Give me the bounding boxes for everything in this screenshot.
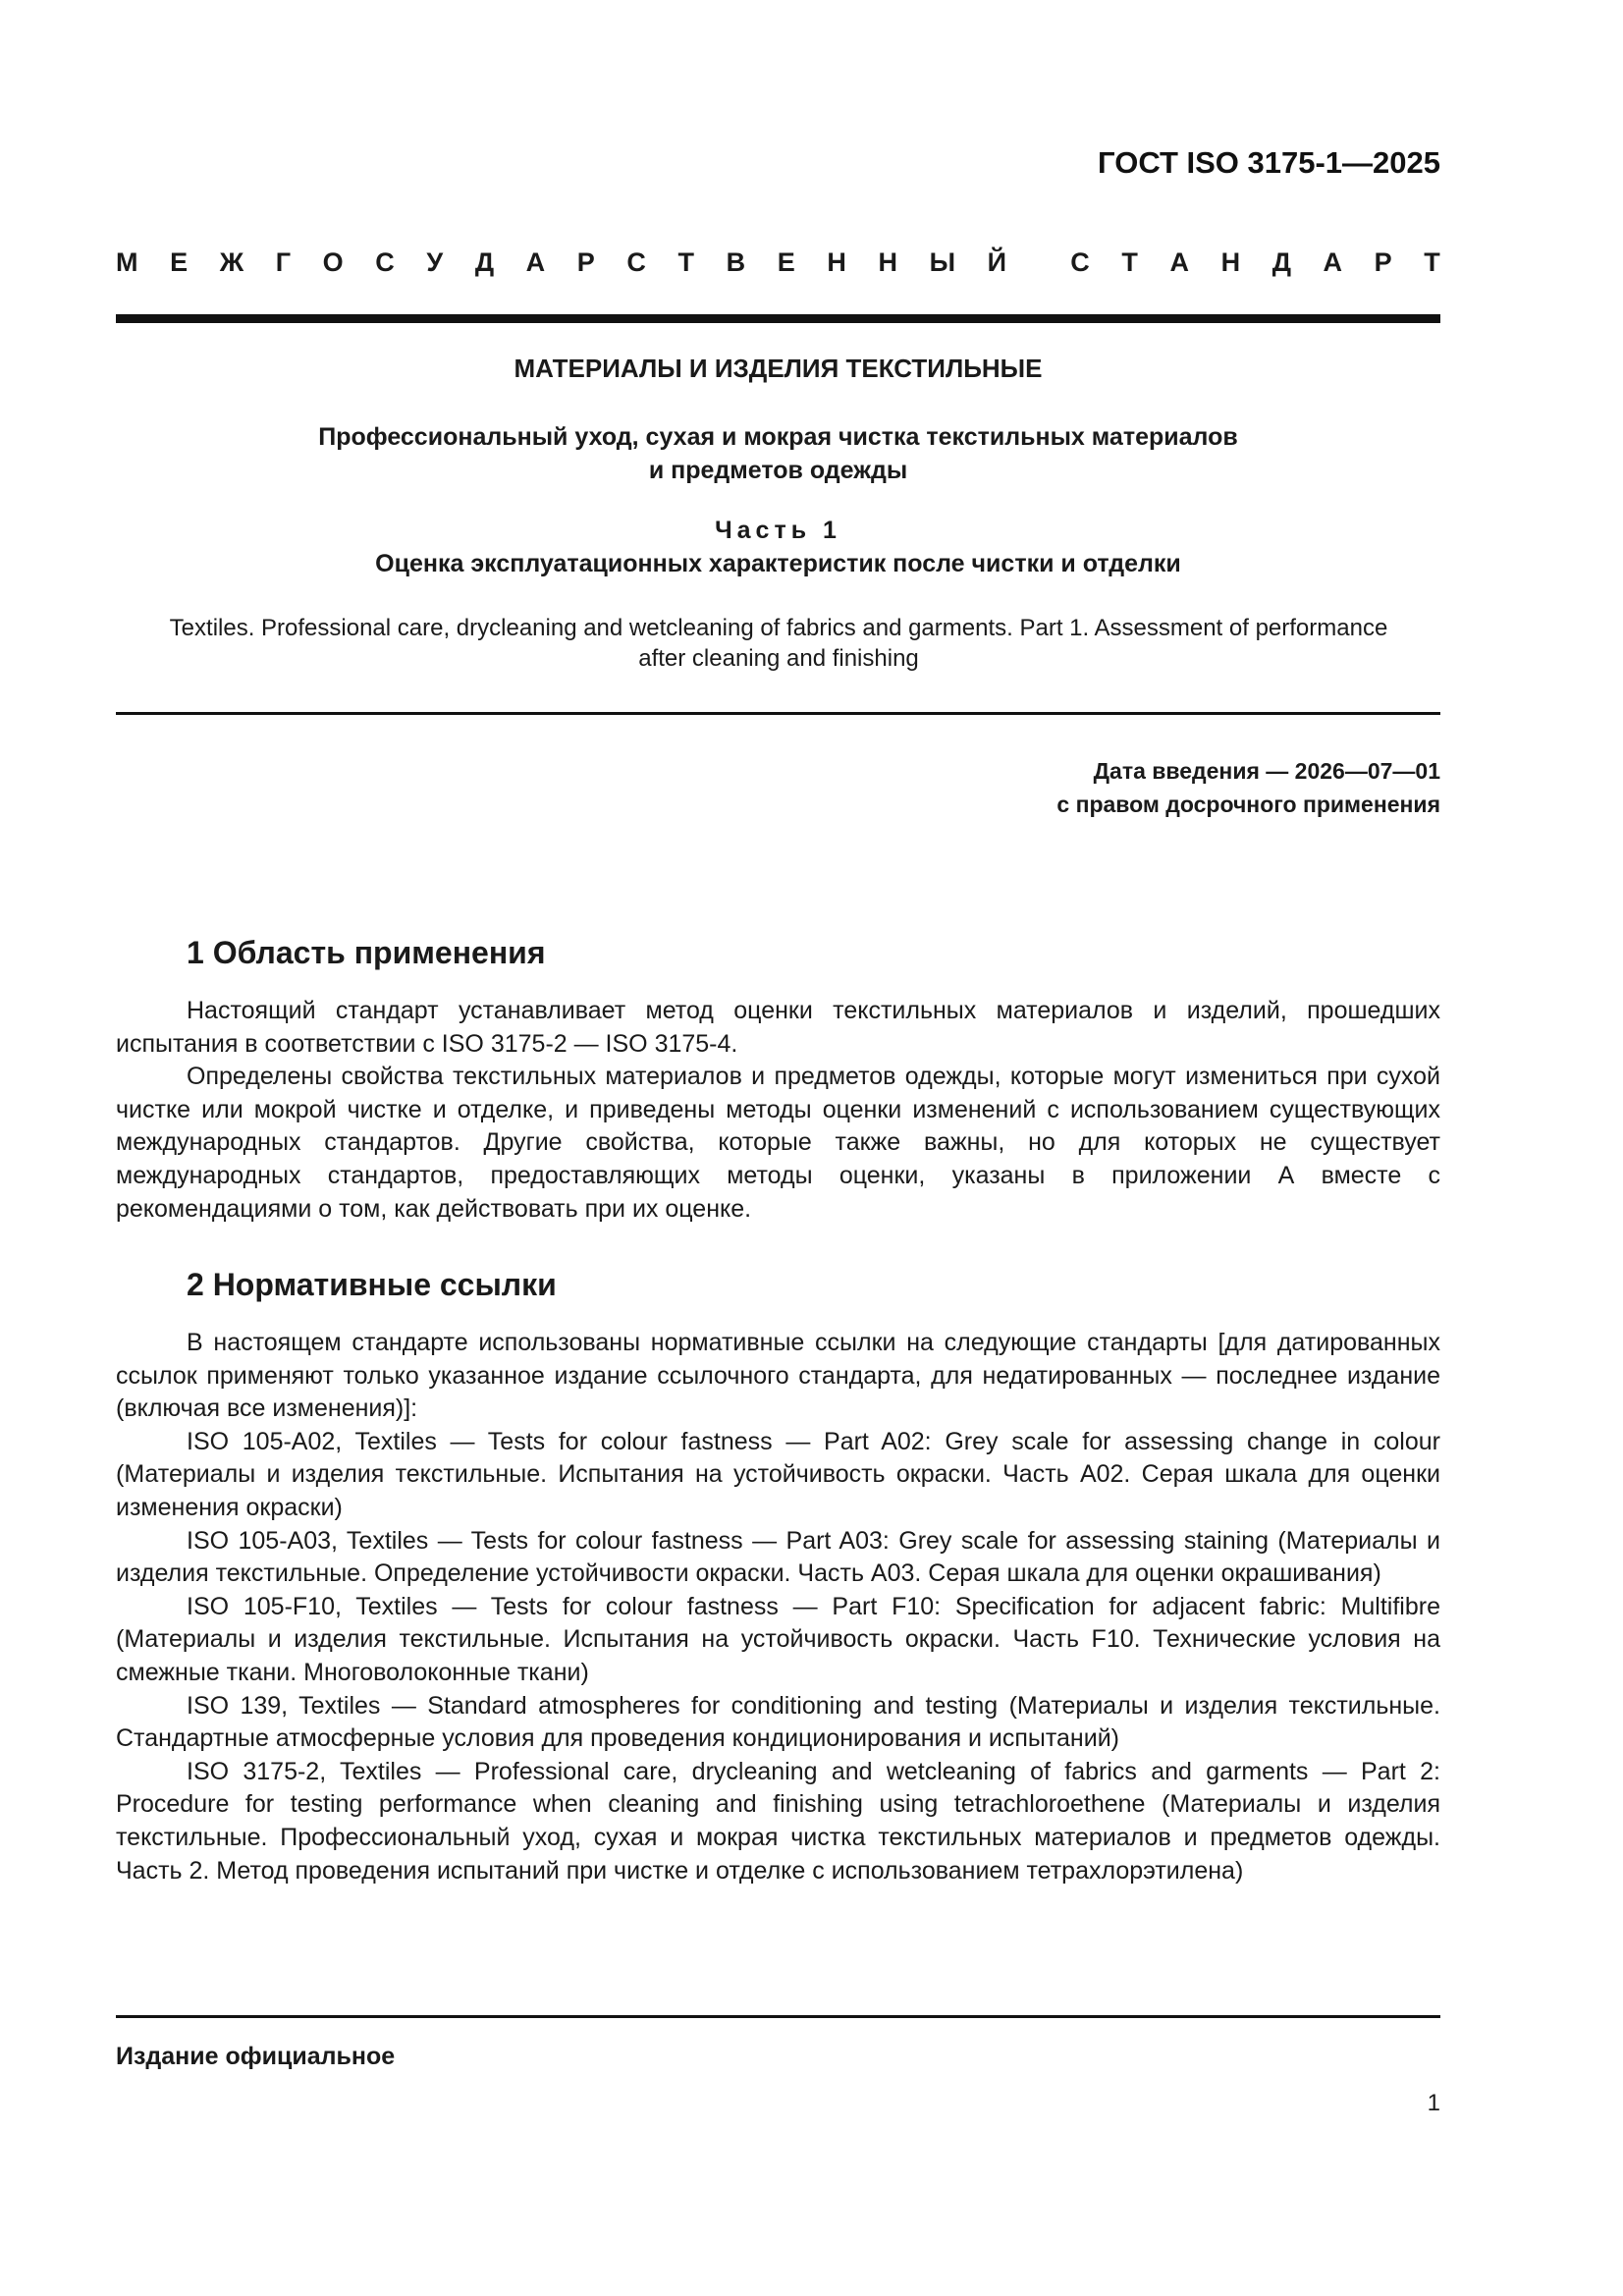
section-body-scope	[116, 995, 1440, 1226]
kind-letter: Ы	[929, 247, 956, 277]
part-title: Оценка эксплуатационных характеристик после чистки и отделки	[375, 550, 1181, 577]
kind-letter: Ж	[219, 247, 244, 277]
subtitle-line: и предметов одежды	[648, 457, 908, 484]
early-use-note: с правом досрочного применения	[1056, 792, 1440, 817]
section-heading-normative-references: 2 Нормативные ссылки	[187, 1267, 557, 1302]
paragraph: Определены свойства текстильных материалов и предметов одежды, которые могут измениться при сухой чистке или мокрой чистке и отделке, и приведены методы оценки изменений с использованием существующих международных стандартов. Другие свойства, которые также важны, но для которых не существует международных стандартов, предоставляющих методы оценки, указаны в приложении А вместе с рекомендациями о том, как действовать при их оценке.	[116, 1063, 1440, 1223]
kind-letter: Р	[576, 247, 595, 277]
introduction-date-block	[1056, 754, 1440, 821]
reference-entry: ISO 105-A02, Textiles — Tests for colour fastness — Part A02: Grey scale for assessing change in colour (Материалы и изделия текстильные. Испытания на устойчивость окраски. Часть А02. Серая шкала для оценки изменения окраски)	[116, 1427, 1440, 1521]
kind-letter: М	[116, 247, 138, 277]
kind-letter: С	[375, 247, 395, 277]
kind-letter: Р	[1374, 247, 1392, 277]
document-subtitle	[116, 420, 1440, 487]
kind-letter: Е	[170, 247, 189, 277]
page-number: 1	[1427, 2090, 1440, 2116]
kind-letter: С	[1070, 247, 1090, 277]
kind-letter: Д	[1271, 247, 1291, 277]
reference-entry: ISO 3175-2, Textiles — Professional care, drycleaning and wetcleaning of fabrics and garments — Part 2: Procedure for testing performance when cleaning and finishing using tetrachloroethene (Материалы и изделия текстильные. Профессиональный уход, сухая и мокрая чистка текстильных материалов и предметов одежды. Часть 2. Метод проведения испытаний при чистке и отделке с использованием тетрахлорэтилена)	[116, 1757, 1440, 1885]
kind-letter: А	[1169, 247, 1189, 277]
header-divider	[116, 314, 1440, 323]
kind-letter: Т	[1121, 247, 1138, 277]
paragraph: Настоящий стандарт устанавливает метод оценки текстильных материалов и изделий, прошедших испытания в соответствии с ISO 3175-2 — ISO 3175-4.	[116, 997, 1440, 1058]
english-title-line: after cleaning and finishing	[638, 645, 919, 672]
reference-entry: ISO 105-F10, Textiles — Tests for colour fastness — Part F10: Specification for adjacent fabric: Multifibre (Материалы и изделия текстильные. Испытания на устойчивость окраски. Часть F10. Технические условия на смежные ткани. Многоволоконные ткани)	[116, 1592, 1440, 1686]
kind-letter: Т	[1424, 247, 1440, 277]
kind-letter: О	[322, 247, 344, 277]
title-divider	[116, 712, 1440, 715]
official-edition-label: Издание официальное	[116, 2043, 396, 2070]
reference-entry: ISO 105-A03, Textiles — Tests for colour fastness — Part A03: Grey scale for assessing staining (Материалы и изделия текстильные. Определение устойчивости окраски. Часть А03. Серая шкала для оценки окрашивания)	[116, 1526, 1440, 1588]
kind-letter: Й	[987, 247, 1007, 277]
kind-letter: У	[426, 247, 444, 277]
kind-letter: Н	[827, 247, 846, 277]
kind-letter: Т	[677, 247, 695, 277]
section-heading-scope: 1 Область применения	[187, 935, 546, 970]
part-label: Часть 1	[715, 517, 841, 544]
subtitle-line: Профессиональный уход, сухая и мокрая чистка текстильных материалов	[318, 423, 1238, 451]
kind-letter: Н	[878, 247, 897, 277]
reference-entry: ISO 139, Textiles — Standard atmospheres for conditioning and testing (Материалы и изделия текстильные. Стандартные атмосферные условия для проведения кондиционирования и испытаний)	[116, 1691, 1440, 1753]
kind-letter: Д	[474, 247, 495, 277]
standard-number: ГОСТ ISO 3175-1—2025	[1098, 145, 1440, 180]
english-title	[126, 613, 1432, 674]
kind-letter: Н	[1220, 247, 1241, 277]
introduction-date: Дата введения — 2026—07—01	[1093, 758, 1440, 784]
kind-letter: А	[525, 247, 546, 277]
english-title-line: Textiles. Professional care, drycleaning and wetcleaning of fabrics and garments. Part 1. Assessment of performance	[169, 615, 1388, 641]
kind-letter: С	[626, 247, 646, 277]
document-title: МАТЕРИАЛЫ И ИЗДЕЛИЯ ТЕКСТИЛЬНЫЕ	[514, 354, 1043, 383]
standard-kind-heading	[116, 247, 1440, 278]
kind-letter: Е	[777, 247, 795, 277]
kind-letter: Г	[275, 247, 292, 277]
kind-letter: А	[1323, 247, 1343, 277]
kind-letter: В	[726, 247, 746, 277]
footer-divider	[116, 2015, 1440, 2018]
paragraph: В настоящем стандарте использованы нормативные ссылки на следующие стандарты [для датированных ссылок применяют только указанное издание ссылочного стандарта, для недатированных — последнее издание (включая все изменения)]:	[116, 1329, 1440, 1423]
section-body-normative-references	[116, 1327, 1440, 1887]
